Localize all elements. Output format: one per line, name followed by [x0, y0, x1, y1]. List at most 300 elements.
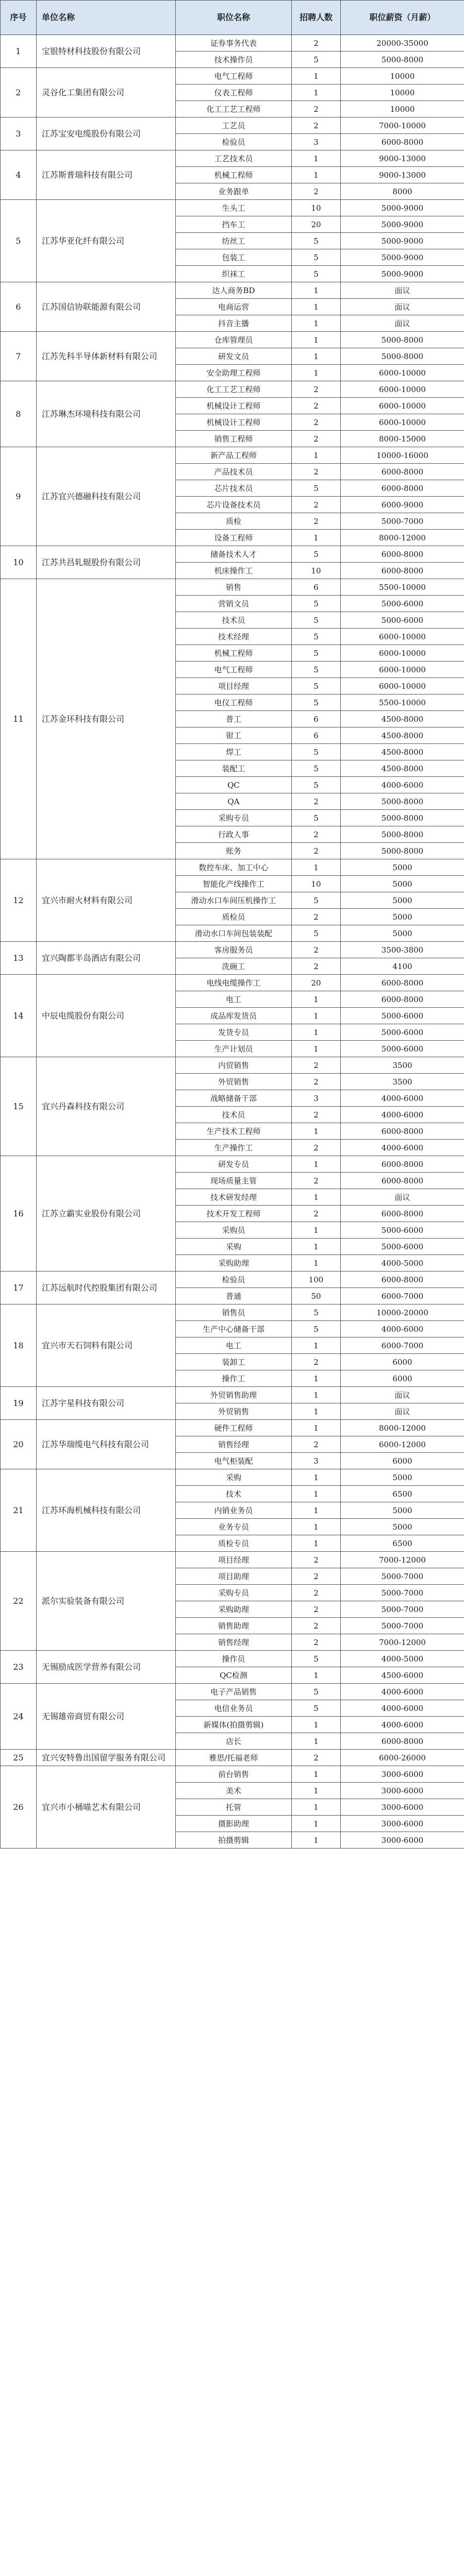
company-seq-cell: 26: [1, 1766, 37, 1849]
company-name-cell: 宜兴市小桶喵艺术有限公司: [37, 1766, 176, 1849]
job-salary-cell: 4000-5000: [341, 1651, 464, 1667]
table-row: [1, 1469, 464, 1486]
header-salary: 职位薪资（月薪）: [341, 1, 464, 35]
job-title-cell: 仪表工程师: [176, 84, 292, 101]
job-salary-cell: 5000-8000: [341, 793, 464, 810]
job-salary-cell: 4000-6000: [341, 1700, 464, 1717]
job-title-cell: 战略储备干部: [176, 1090, 292, 1107]
company-seq-cell: 23: [1, 1651, 37, 1684]
job-count-cell: 1: [292, 1008, 341, 1024]
job-salary-cell: 5000-8000: [341, 52, 464, 68]
job-title-cell: 洗碗工: [176, 958, 292, 975]
job-title-cell: 美术: [176, 1783, 292, 1799]
job-title-cell: 销售助理: [176, 1618, 292, 1634]
job-count-cell: 2: [292, 1354, 341, 1370]
job-count-cell: 1: [292, 84, 341, 101]
job-title-cell: 硬件工程师: [176, 1420, 292, 1436]
job-salary-cell: 8000: [341, 183, 464, 200]
table-row: [1, 282, 464, 299]
job-count-cell: 5: [292, 233, 341, 249]
table-row: [1, 546, 464, 563]
job-title-cell: 销售员: [176, 1304, 292, 1321]
job-salary-cell: 5000-9000: [341, 216, 464, 233]
job-salary-cell: 5000-9000: [341, 200, 464, 216]
job-count-cell: 2: [292, 398, 341, 414]
job-count-cell: 1: [292, 1189, 341, 1206]
job-salary-cell: 5000-7000: [341, 1601, 464, 1618]
job-salary-cell: 5000-7000: [341, 1618, 464, 1634]
job-count-cell: 2: [292, 183, 341, 200]
job-salary-cell: 8000-12000: [341, 1420, 464, 1436]
table-body: [1, 35, 464, 1849]
job-count-cell: 2: [292, 1618, 341, 1634]
job-salary-cell: 6000-9000: [341, 497, 464, 513]
job-title-cell: 普通: [176, 1288, 292, 1304]
job-title-cell: 生产操作工: [176, 1140, 292, 1156]
job-title-cell: 电信业务员: [176, 1700, 292, 1717]
job-salary-cell: 4000-6000: [341, 1684, 464, 1700]
job-count-cell: 2: [292, 1107, 341, 1123]
job-title-cell: 采购: [176, 1239, 292, 1255]
job-salary-cell: 5000-6000: [341, 1041, 464, 1057]
table-row: [1, 447, 464, 464]
job-count-cell: 2: [292, 464, 341, 480]
company-name-cell: 江苏华亚化纤有限公司: [37, 200, 176, 282]
job-count-cell: 1: [292, 1502, 341, 1519]
job-salary-cell: 4000-5000: [341, 1255, 464, 1272]
job-count-cell: 2: [292, 843, 341, 859]
job-title-cell: 工艺技术员: [176, 150, 292, 167]
job-title-cell: 项目经理: [176, 1552, 292, 1568]
job-title-cell: 纺丝工: [176, 233, 292, 249]
table-row: [1, 1766, 464, 1783]
job-count-cell: 5: [292, 1321, 341, 1337]
table-row: [1, 150, 464, 167]
table-row: [1, 35, 464, 52]
table-row: [1, 1420, 464, 1436]
company-seq-cell: 25: [1, 1750, 37, 1766]
company-name-cell: 江苏立霸实业股份有限公司: [37, 1156, 176, 1272]
job-salary-cell: 5000-8000: [341, 332, 464, 348]
job-salary-cell: 4500-8000: [341, 744, 464, 760]
job-count-cell: 1: [292, 1123, 341, 1140]
job-salary-cell: 8000-15000: [341, 431, 464, 447]
job-salary-cell: 5000-8000: [341, 843, 464, 859]
company-seq-cell: 10: [1, 546, 37, 579]
table-row: [1, 1272, 464, 1288]
table-row: [1, 859, 464, 876]
header-seq: 序号: [1, 1, 37, 35]
job-salary-cell: 7000-10000: [341, 117, 464, 134]
job-title-cell: 生产中心储备干部: [176, 1321, 292, 1337]
job-title-cell: 外贸销售助理: [176, 1387, 292, 1403]
job-title-cell: 操作工: [176, 1370, 292, 1387]
job-salary-cell: 5500-10000: [341, 579, 464, 596]
table-row: [1, 1304, 464, 1321]
job-title-cell: 证券事务代表: [176, 35, 292, 52]
job-count-cell: 2: [292, 497, 341, 513]
job-count-cell: 1: [292, 1024, 341, 1041]
job-count-cell: 6: [292, 727, 341, 744]
job-title-cell: 研发专员: [176, 1156, 292, 1173]
job-salary-cell: 5000: [341, 892, 464, 909]
job-salary-cell: 10000: [341, 84, 464, 101]
job-salary-cell: 10000: [341, 101, 464, 117]
job-salary-cell: 6000-8000: [341, 975, 464, 991]
job-salary-cell: 4000-6000: [341, 1107, 464, 1123]
job-count-cell: 1: [292, 1519, 341, 1535]
company-seq-cell: 8: [1, 381, 37, 447]
job-salary-cell: 5000: [341, 1469, 464, 1486]
job-count-cell: 2: [292, 1140, 341, 1156]
job-title-cell: 设备工程师: [176, 530, 292, 546]
company-name-cell: 中辰电缆股份有限公司: [37, 975, 176, 1057]
job-title-cell: 检验员: [176, 1272, 292, 1288]
job-count-cell: 2: [292, 1750, 341, 1766]
job-count-cell: 5: [292, 810, 341, 826]
job-count-cell: 2: [292, 1568, 341, 1585]
job-count-cell: 1: [292, 1387, 341, 1403]
job-salary-cell: 5000-9000: [341, 233, 464, 249]
job-count-cell: 2: [292, 1436, 341, 1453]
job-title-cell: 钳工: [176, 727, 292, 744]
job-salary-cell: 面议: [341, 1189, 464, 1206]
company-name-cell: 无锡雄帝商贸有限公司: [37, 1684, 176, 1750]
job-salary-cell: 5000-8000: [341, 348, 464, 365]
job-title-cell: 项目经理: [176, 678, 292, 694]
job-count-cell: 5: [292, 892, 341, 909]
job-title-cell: 电气柜装配: [176, 1453, 292, 1469]
job-count-cell: 1: [292, 1370, 341, 1387]
job-title-cell: 电工: [176, 1337, 292, 1354]
job-salary-cell: 3000-6000: [341, 1799, 464, 1816]
job-count-cell: 5: [292, 925, 341, 942]
job-count-cell: 2: [292, 1057, 341, 1074]
job-salary-cell: 6500: [341, 1486, 464, 1502]
job-count-cell: 20: [292, 975, 341, 991]
job-count-cell: 5: [292, 694, 341, 711]
company-name-cell: 江苏宇星科技有限公司: [37, 1387, 176, 1420]
job-count-cell: 5: [292, 596, 341, 612]
job-title-cell: 技术操作员: [176, 52, 292, 68]
job-title-cell: 电气工程师: [176, 68, 292, 84]
job-count-cell: 1: [292, 1337, 341, 1354]
job-title-cell: 机械工程师: [176, 645, 292, 662]
job-count-cell: 2: [292, 117, 341, 134]
job-salary-cell: 5000: [341, 876, 464, 892]
job-salary-cell: 5000-7000: [341, 1568, 464, 1585]
job-salary-cell: 5000-8000: [341, 810, 464, 826]
job-salary-cell: 4500-8000: [341, 727, 464, 744]
company-seq-cell: 22: [1, 1552, 37, 1651]
company-seq-cell: 11: [1, 579, 37, 859]
job-title-cell: 机械设计工程师: [176, 414, 292, 431]
job-count-cell: 2: [292, 414, 341, 431]
job-title-cell: 项目助理: [176, 1568, 292, 1585]
job-salary-cell: 6000: [341, 1354, 464, 1370]
job-title-cell: 行政人事: [176, 826, 292, 843]
job-title-cell: 采购助理: [176, 1601, 292, 1618]
job-salary-cell: 10000: [341, 68, 464, 84]
job-count-cell: 5: [292, 52, 341, 68]
job-salary-cell: 面议: [341, 315, 464, 332]
job-salary-cell: 面议: [341, 1403, 464, 1420]
job-salary-cell: 5000-6000: [341, 1024, 464, 1041]
job-title-cell: 达人商务BD: [176, 282, 292, 299]
job-count-cell: 3: [292, 1090, 341, 1107]
company-seq-cell: 16: [1, 1156, 37, 1272]
company-name-cell: 派尔实验装备有限公司: [37, 1552, 176, 1651]
job-count-cell: 2: [292, 1552, 341, 1568]
job-count-cell: 1: [292, 1799, 341, 1816]
job-count-cell: 1: [292, 1041, 341, 1057]
job-salary-cell: 5000: [341, 925, 464, 942]
job-count-cell: 3: [292, 134, 341, 150]
job-salary-cell: 4500-8000: [341, 760, 464, 777]
job-count-cell: 1: [292, 1667, 341, 1684]
table-row: [1, 332, 464, 348]
job-title-cell: 客房服务员: [176, 942, 292, 958]
table-row: [1, 1552, 464, 1568]
job-salary-cell: 6000-8000: [341, 480, 464, 497]
company-name-cell: 江苏宜兴德融科技有限公司: [37, 447, 176, 546]
company-name-cell: 江苏国信协联能源有限公司: [37, 282, 176, 332]
job-title-cell: 操作员: [176, 1651, 292, 1667]
job-count-cell: 5: [292, 1700, 341, 1717]
job-count-cell: 2: [292, 793, 341, 810]
company-seq-cell: 13: [1, 942, 37, 975]
job-count-cell: 1: [292, 282, 341, 299]
company-name-cell: 宝银特材科技股份有限公司: [37, 35, 176, 68]
job-count-cell: 6: [292, 579, 341, 596]
job-title-cell: 电商运营: [176, 299, 292, 315]
job-salary-cell: 6000-8000: [341, 464, 464, 480]
job-count-cell: 1: [292, 299, 341, 315]
table-row: [1, 1156, 464, 1173]
job-count-cell: 5: [292, 546, 341, 563]
job-salary-cell: 6000-8000: [341, 1206, 464, 1222]
job-title-cell: 检验员: [176, 134, 292, 150]
job-title-cell: 化工工艺工程师: [176, 381, 292, 398]
job-salary-cell: 6000-10000: [341, 678, 464, 694]
table-row: [1, 1387, 464, 1403]
job-salary-cell: 4500-8000: [341, 711, 464, 727]
table-row: [1, 942, 464, 958]
job-title-cell: 织袜工: [176, 266, 292, 282]
job-salary-cell: 6000-8000: [341, 991, 464, 1008]
job-salary-cell: 6500: [341, 1535, 464, 1552]
job-title-cell: 托管: [176, 1799, 292, 1816]
job-salary-cell: 6000-7000: [341, 1337, 464, 1354]
job-title-cell: 技术研发经理: [176, 1189, 292, 1206]
job-title-cell: 仓库管理员: [176, 332, 292, 348]
job-count-cell: 1: [292, 1255, 341, 1272]
job-title-cell: 机械设计工程师: [176, 398, 292, 414]
job-title-cell: 数控车床、加工中心: [176, 859, 292, 876]
job-salary-cell: 3000-6000: [341, 1832, 464, 1849]
job-count-cell: 1: [292, 348, 341, 365]
job-salary-cell: 3000-6000: [341, 1766, 464, 1783]
job-title-cell: 智能化产线操作工: [176, 876, 292, 892]
job-salary-cell: 6000-8000: [341, 134, 464, 150]
job-salary-cell: 10000-16000: [341, 447, 464, 464]
job-count-cell: 1: [292, 68, 341, 84]
job-title-cell: 采购员: [176, 1222, 292, 1239]
job-count-cell: 1: [292, 167, 341, 183]
table-row: [1, 579, 464, 596]
job-title-cell: 拍摄剪辑: [176, 1832, 292, 1849]
job-title-cell: 挡车工: [176, 216, 292, 233]
job-salary-cell: 6000-26000: [341, 1750, 464, 1766]
job-title-cell: 业务专员: [176, 1519, 292, 1535]
job-salary-cell: 5000: [341, 909, 464, 925]
job-count-cell: 5: [292, 480, 341, 497]
job-count-cell: 1: [292, 1783, 341, 1799]
job-title-cell: 研发文员: [176, 348, 292, 365]
job-title-cell: 业务跟单: [176, 183, 292, 200]
job-salary-cell: 5000-9000: [341, 266, 464, 282]
job-title-cell: 抖音主播: [176, 315, 292, 332]
company-name-cell: 宜兴安特鲁出国留学服务有限公司: [37, 1750, 176, 1766]
job-count-cell: 5: [292, 662, 341, 678]
job-title-cell: 滑动水口车间压机操作工: [176, 892, 292, 909]
job-count-cell: 1: [292, 1239, 341, 1255]
company-seq-cell: 6: [1, 282, 37, 332]
job-title-cell: 电子产品销售: [176, 1684, 292, 1700]
job-salary-cell: 3500-3800: [341, 942, 464, 958]
company-seq-cell: 15: [1, 1057, 37, 1156]
job-salary-cell: 9000-13000: [341, 167, 464, 183]
job-salary-cell: 5000-9000: [341, 249, 464, 266]
job-title-cell: 装配工: [176, 760, 292, 777]
job-count-cell: 1: [292, 1717, 341, 1733]
job-count-cell: 1: [292, 332, 341, 348]
job-count-cell: 6: [292, 711, 341, 727]
job-title-cell: 销售: [176, 579, 292, 596]
job-title-cell: 电工: [176, 991, 292, 1008]
job-title-cell: 技术: [176, 1486, 292, 1502]
job-count-cell: 1: [292, 1469, 341, 1486]
job-count-cell: 2: [292, 101, 341, 117]
job-title-cell: 包装工: [176, 249, 292, 266]
company-seq-cell: 24: [1, 1684, 37, 1750]
job-salary-cell: 5000-6000: [341, 1239, 464, 1255]
job-count-cell: 1: [292, 1733, 341, 1750]
job-salary-cell: 20000-35000: [341, 35, 464, 52]
job-salary-cell: 5000: [341, 1519, 464, 1535]
job-title-cell: 电气工程师: [176, 662, 292, 678]
job-title-cell: 技术经理: [176, 629, 292, 645]
job-title-cell: 电线电缆操作工: [176, 975, 292, 991]
job-title-cell: 技术开发工程师: [176, 1206, 292, 1222]
company-seq-cell: 18: [1, 1304, 37, 1387]
job-title-cell: 产品技术员: [176, 464, 292, 480]
company-name-cell: 宜兴市天石饲料有限公司: [37, 1304, 176, 1387]
job-count-cell: 10: [292, 200, 341, 216]
job-salary-cell: 6000-10000: [341, 365, 464, 381]
job-salary-cell: 3000-6000: [341, 1783, 464, 1799]
job-title-cell: 质检专员: [176, 1535, 292, 1552]
job-count-cell: 5: [292, 678, 341, 694]
job-count-cell: 1: [292, 365, 341, 381]
company-seq-cell: 20: [1, 1420, 37, 1469]
company-seq-cell: 4: [1, 150, 37, 200]
job-title-cell: 成品库发货员: [176, 1008, 292, 1024]
company-name-cell: 江苏宝安电缆股份有限公司: [37, 117, 176, 150]
company-seq-cell: 9: [1, 447, 37, 546]
job-title-cell: 芯片设备技术员: [176, 497, 292, 513]
job-title-cell: 采购: [176, 1469, 292, 1486]
company-name-cell: 江苏斯普瑞科技有限公司: [37, 150, 176, 200]
job-title-cell: 质检: [176, 513, 292, 530]
job-count-cell: 100: [292, 1272, 341, 1288]
company-name-cell: 无锡励成医学营养有限公司: [37, 1651, 176, 1684]
job-count-cell: 2: [292, 826, 341, 843]
job-salary-cell: 5000-7000: [341, 513, 464, 530]
job-count-cell: 1: [292, 530, 341, 546]
job-title-cell: 生产计划员: [176, 1041, 292, 1057]
job-salary-cell: 7000-12000: [341, 1552, 464, 1568]
job-salary-cell: 8000-12000: [341, 530, 464, 546]
job-salary-cell: 4000-6000: [341, 777, 464, 793]
job-salary-cell: 5000-8000: [341, 826, 464, 843]
job-salary-cell: 4100: [341, 958, 464, 975]
job-title-cell: 安全助理工程师: [176, 365, 292, 381]
job-title-cell: 技术员: [176, 1107, 292, 1123]
job-salary-cell: 6000-7000: [341, 1288, 464, 1304]
job-count-cell: 2: [292, 1074, 341, 1090]
job-count-cell: 1: [292, 1403, 341, 1420]
company-name-cell: 江苏琳杰环境科技有限公司: [37, 381, 176, 447]
job-salary-cell: 5000-6000: [341, 1222, 464, 1239]
job-title-cell: 销售工程师: [176, 431, 292, 447]
job-count-cell: 2: [292, 1585, 341, 1601]
job-title-cell: 机床操作工: [176, 563, 292, 579]
company-name-cell: 宜兴陶都半岛酒店有限公司: [37, 942, 176, 975]
job-title-cell: 采购专员: [176, 1585, 292, 1601]
company-name-cell: 江苏环海机械科技有限公司: [37, 1469, 176, 1552]
job-salary-cell: 4000-6000: [341, 1090, 464, 1107]
job-salary-cell: 3000-6000: [341, 1816, 464, 1832]
job-title-cell: 账务: [176, 843, 292, 859]
job-count-cell: 2: [292, 1206, 341, 1222]
job-title-cell: 化工工艺工程师: [176, 101, 292, 117]
job-title-cell: 装卸工: [176, 1354, 292, 1370]
job-count-cell: 1: [292, 447, 341, 464]
company-seq-cell: 2: [1, 68, 37, 117]
job-title-cell: 前台销售: [176, 1766, 292, 1783]
job-salary-cell: 4000-6000: [341, 1140, 464, 1156]
table-row: [1, 975, 464, 991]
job-salary-cell: 6000-10000: [341, 381, 464, 398]
job-count-cell: 2: [292, 1601, 341, 1618]
job-count-cell: 1: [292, 1420, 341, 1436]
job-salary-cell: 6000: [341, 1370, 464, 1387]
job-salary-cell: 6000-10000: [341, 645, 464, 662]
table-row: [1, 1750, 464, 1766]
company-name-cell: 灵谷化工集团有限公司: [37, 68, 176, 117]
job-count-cell: 5: [292, 1684, 341, 1700]
job-title-cell: 采购助理: [176, 1255, 292, 1272]
job-salary-cell: 面议: [341, 1387, 464, 1403]
job-salary-cell: 6000: [341, 1453, 464, 1469]
job-title-cell: 雅思/托福老师: [176, 1750, 292, 1766]
job-salary-cell: 10000-20000: [341, 1304, 464, 1321]
job-title-cell: 现场质量主管: [176, 1173, 292, 1189]
job-salary-cell: 5500-10000: [341, 694, 464, 711]
job-count-cell: 10: [292, 563, 341, 579]
job-count-cell: 1: [292, 859, 341, 876]
